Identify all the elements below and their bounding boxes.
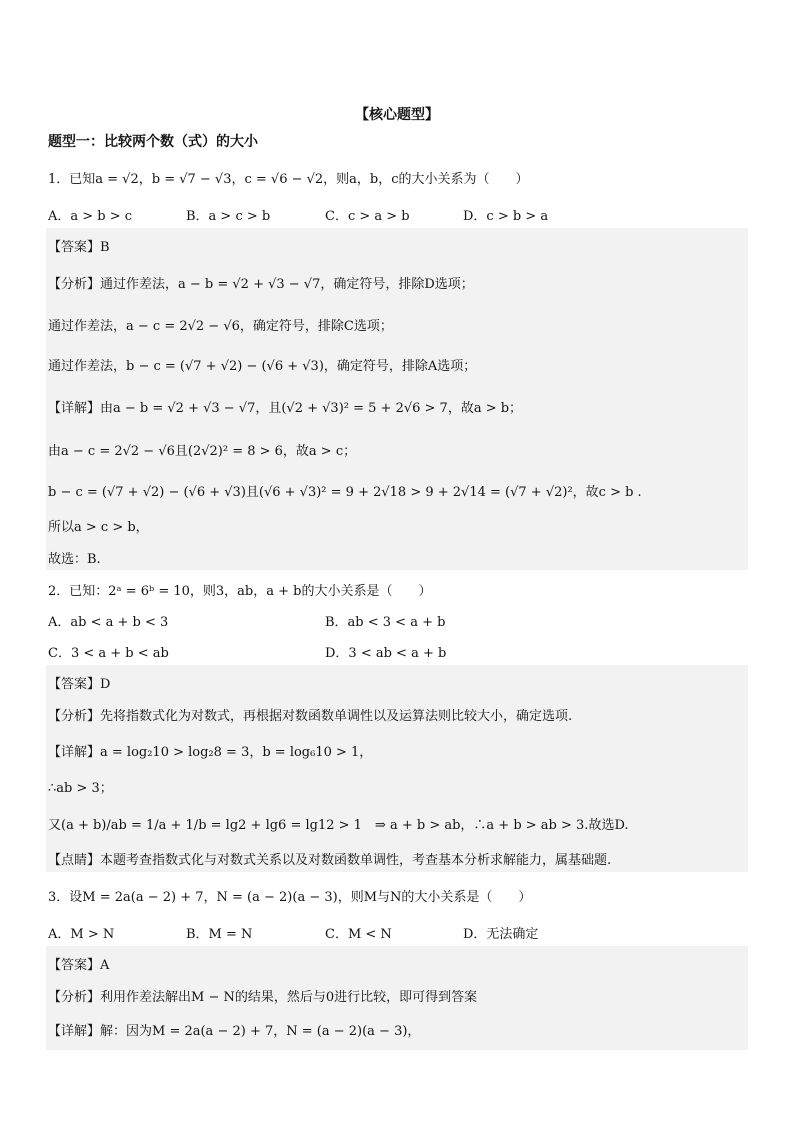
q3-option-d: D．无法确定	[463, 927, 539, 942]
q2-option-b: B．ab < 3 < a + b	[325, 615, 446, 630]
q2-detail-3: 又(a + b)/ab = 1/a + 1/b = lg2 + lg6 = lg12 > 1 ⇒ a + b > ab，∴a + b > ab > 3.故选D.	[48, 818, 629, 833]
q1-option-d: D．c > b > a	[463, 209, 549, 224]
q3-option-c: C．M < N	[325, 927, 392, 942]
q3-analysis: 【分析】利用作差法解出M − N的结果，然后与0进行比较，即可得到答案	[48, 990, 478, 1005]
q1-answer: 【答案】B	[48, 240, 110, 255]
question-1-stem: 1．已知a = √2，b = √7 − √3，c = √6 − √2，则a，b，c的大小关系为（ ）	[48, 172, 529, 187]
q1-detail-4: 所以a > c > b，	[48, 520, 149, 535]
question-2-stem: 2．已知：2ᵃ = 6ᵇ = 10，则3，ab，a + b的大小关系是（ ）	[48, 584, 432, 599]
q2-option-a: A．ab < a + b < 3	[48, 615, 169, 630]
q2-solution-box	[46, 665, 748, 872]
q1-option-c: C．c > a > b	[325, 209, 410, 224]
q2-option-d: D．3 < ab < a + b	[325, 646, 447, 661]
q1-analysis-2: 通过作差法，a − c = 2√2 − √6，确定符号，排除C选项；	[48, 319, 393, 334]
q3-option-b: B．M = N	[186, 927, 253, 942]
q1-option-b: B．a > c > b	[186, 209, 271, 224]
q2-answer: 【答案】D	[48, 677, 111, 692]
q2-comment: 【点睛】本题考查指数式化与对数式关系以及对数函数单调性，考查基本分析求解能力，属基础题.	[48, 853, 612, 868]
question-3-stem: 3．设M = 2a(a − 2) + 7，N = (a − 2)(a − 3)，则M与N的大小关系是（ ）	[48, 890, 532, 905]
q1-analysis-1: 【分析】通过作差法，a − b = √2 + √3 − √7，确定符号，排除D选项；	[48, 277, 474, 292]
q3-detail-1: 【详解】解：因为M = 2a(a − 2) + 7，N = (a − 2)(a − 3)，	[48, 1024, 421, 1039]
q2-detail-1: 【详解】a = log₂10 > log₂8 = 3，b = log₆10 > 1，	[48, 745, 373, 760]
q2-analysis: 【分析】先将指数式化为对数式，再根据对数函数单调性以及运算法则比较大小，确定选项.	[48, 709, 573, 724]
q3-answer: 【答案】A	[48, 958, 110, 973]
q1-analysis-3: 通过作差法，b − c = (√7 + √2) − (√6 + √3)，确定符号，排除A选项；	[48, 359, 477, 374]
q3-option-a: A．M > N	[48, 927, 115, 942]
q1-detail-3: b − c = (√7 + √2) − (√6 + √3)且(√6 + √3)² = 9 + 2√18 > 9 + 2√14 = (√7 + √2)²，故c > b .	[48, 485, 642, 500]
q1-detail-2: 由a − c = 2√2 − √6且(2√2)² = 8 > 6，故a > c；	[48, 444, 357, 459]
q2-detail-2: ∴ab > 3；	[48, 781, 113, 796]
section-title: 题型一：比较两个数（式）的大小	[48, 134, 258, 150]
q2-option-c: C．3 < a + b < ab	[48, 646, 169, 661]
q1-detail-5: 故选：B.	[48, 552, 101, 567]
q1-option-a: A．a > b > c	[48, 209, 133, 224]
q1-detail-1: 【详解】由a − b = √2 + √3 − √7，且(√2 + √3)² = 5 + 2√6 > 7，故a > b；	[48, 401, 523, 416]
page-title: 【核心题型】	[355, 107, 439, 123]
